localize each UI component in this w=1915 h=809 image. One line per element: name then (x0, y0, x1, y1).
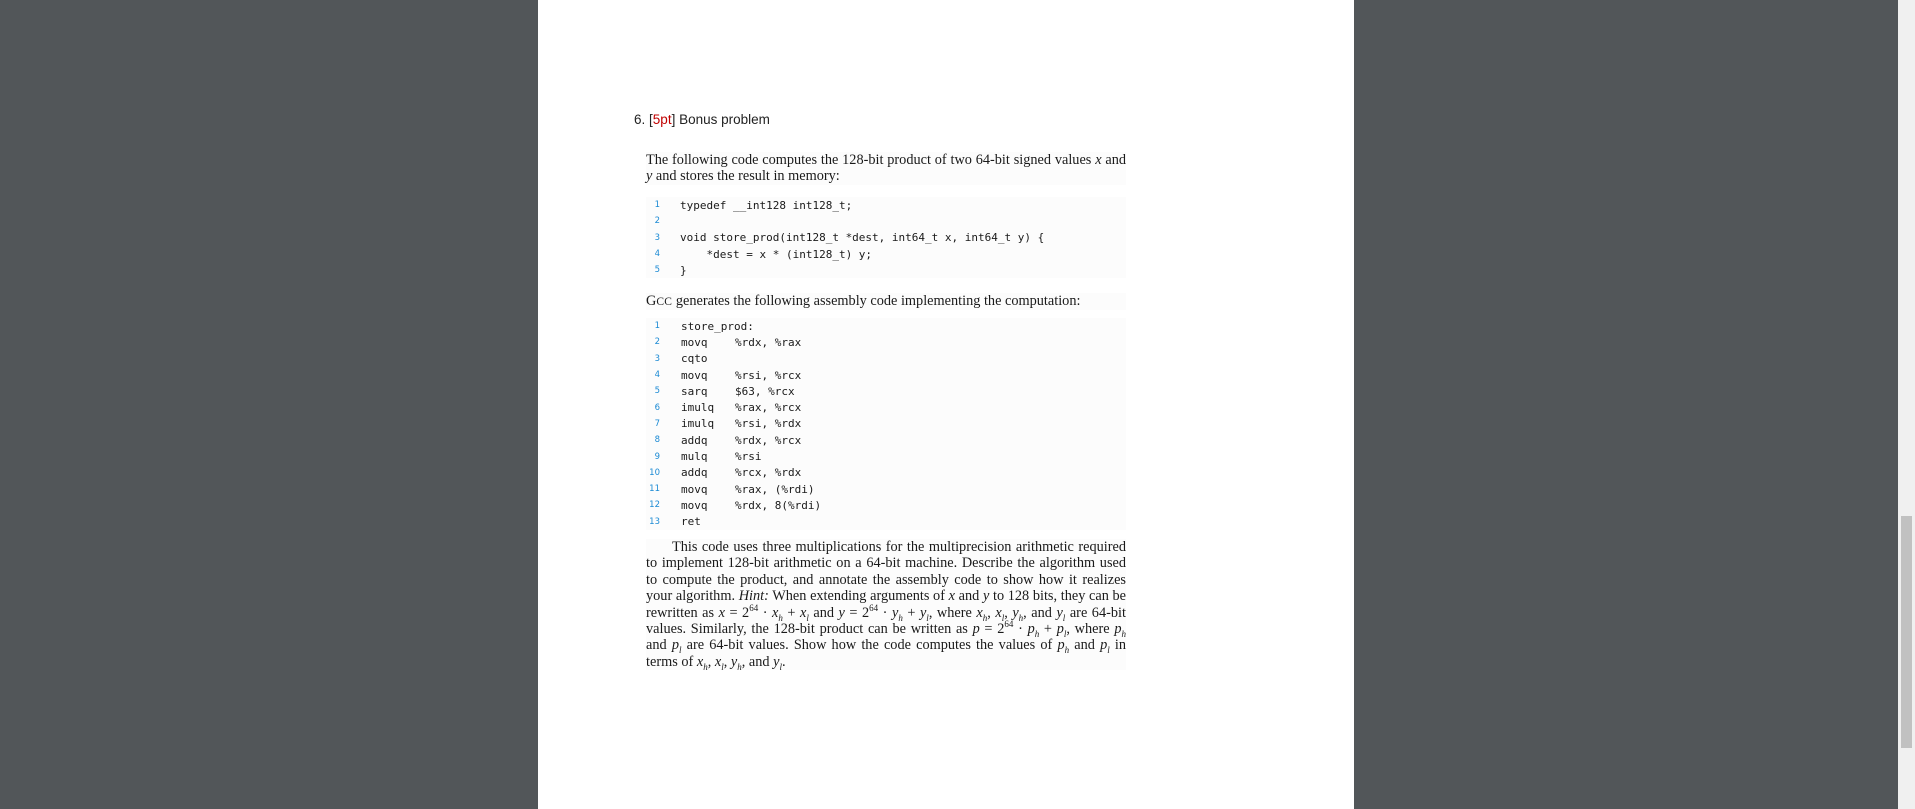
asm-args: %rdx, %rax (735, 335, 802, 349)
line-number: 7 (654, 418, 660, 429)
line-number: 3 (654, 353, 660, 364)
line-number: 1 (654, 200, 660, 211)
asm-args: %rdx, %rcx (735, 433, 802, 447)
asm-op: imulq (681, 401, 715, 415)
asm-op: addq (681, 433, 708, 447)
problem-heading: 6. [5pt] Bonus problem (634, 112, 770, 127)
line-number: 2 (654, 216, 660, 227)
line-number: 5 (654, 386, 660, 397)
problem-title: Bonus problem (679, 112, 770, 127)
asm-line (646, 481, 1126, 497)
asm-line (646, 367, 1126, 383)
line-number: 3 (654, 232, 660, 243)
line-number: 4 (654, 249, 660, 260)
line-number: 11 (649, 484, 660, 495)
asm-op: sarq (681, 384, 708, 398)
line-number: 2 (654, 337, 660, 348)
code-line (646, 230, 1126, 246)
asm-args: %rdx, 8(%rdi) (735, 498, 822, 512)
asm-line (646, 318, 1126, 334)
line-number: 12 (649, 500, 660, 511)
gcc-paragraph: GCC generates the following assembly code implementing the computation: (646, 293, 1126, 310)
line-number: 6 (654, 402, 660, 413)
asm-op: movq (681, 335, 708, 349)
asm-args: %rcx, %rdx (735, 466, 802, 480)
line-number: 9 (654, 451, 660, 462)
asm-line (646, 416, 1126, 432)
asm-line (646, 497, 1126, 513)
asm-args: %rsi, %rdx (735, 417, 802, 431)
asm-op: imulq (681, 417, 715, 431)
asm-op: cqto (681, 352, 708, 366)
asm-op: mulq (681, 450, 708, 464)
asm-args: %rsi (735, 450, 762, 464)
asm-args: $63, %rcx (735, 384, 795, 398)
line-number: 5 (654, 265, 660, 276)
intro-paragraph: The following code computes the 128-bit product of two 64-bit signed values x and y and stores the result in memory: (646, 152, 1127, 185)
asm-op: movq (681, 368, 708, 382)
code-line (646, 213, 1126, 229)
asm-args: %rax, (%rdi) (735, 482, 815, 496)
scrollbar-thumb[interactable] (1901, 516, 1912, 748)
line-number: 10 (649, 467, 660, 478)
vertical-scrollbar[interactable] (1898, 0, 1915, 809)
code-line (646, 246, 1126, 262)
problem-number: 6. (634, 112, 646, 127)
asm-op: addq (681, 466, 708, 480)
asm-line (646, 465, 1126, 481)
asm-line (646, 514, 1126, 530)
code-text: void store_prod(int128_t *dest, int64_t x, int64_t y) { (680, 231, 1045, 245)
code-line (646, 197, 1126, 213)
asm-op: movq (681, 482, 708, 496)
asm-line (646, 448, 1126, 464)
explanation-paragraph: This code uses three multiplications for the multiprecision arithmetic required to implement 128-bit arithmetic on a 64-bit machine. Describe the algorithm used to compute the product, and annotate the assembly code to show how it realizes your algorithm. Hint: When extending arguments of x and y to 128 bits, they can be rewritten as $x = 2^{64} \cdot x_h + x_l$ and $y = 2^{64} \cdot y_h + y_l$, where $x_h$, $x_l$, $y_h$, and $y_l$ are 64-bit values. Similarly, the 128-bit product can be written as $p = 2^{64} \cdot p_h + p_l$, where $p_h$ and $p_l$ are 64-bit values. Show how the code computes the values of $p_h$ and $p_l$ in terms of $x_h$, $x_l$, $y_h$, and $y_l$. (646, 539, 1127, 672)
assembly-listing (646, 318, 1126, 530)
code-text: typedef __int128 int128_t; (680, 198, 853, 212)
asm-args: %rax, %rcx (735, 401, 802, 415)
asm-op: movq (681, 498, 708, 512)
line-number: 8 (654, 435, 660, 446)
asm-args: %rsi, %rcx (735, 368, 802, 382)
code-line (646, 262, 1126, 278)
hint-label: Hint: (738, 588, 769, 605)
document-page (538, 0, 1354, 809)
line-number: 1 (654, 321, 660, 332)
asm-label: store_prod: (681, 319, 754, 333)
points-value: 5pt (652, 112, 672, 127)
code-text: } (680, 263, 687, 277)
asm-op: ret (681, 515, 701, 529)
code-text: *dest = x * (int128_t) y; (680, 247, 873, 261)
asm-line (646, 432, 1126, 448)
asm-line (646, 383, 1126, 399)
asm-line (646, 351, 1126, 367)
line-number: 4 (654, 370, 660, 381)
asm-line (646, 399, 1126, 415)
asm-line (646, 334, 1126, 350)
c-code-listing (646, 197, 1126, 278)
line-number: 13 (649, 516, 660, 527)
